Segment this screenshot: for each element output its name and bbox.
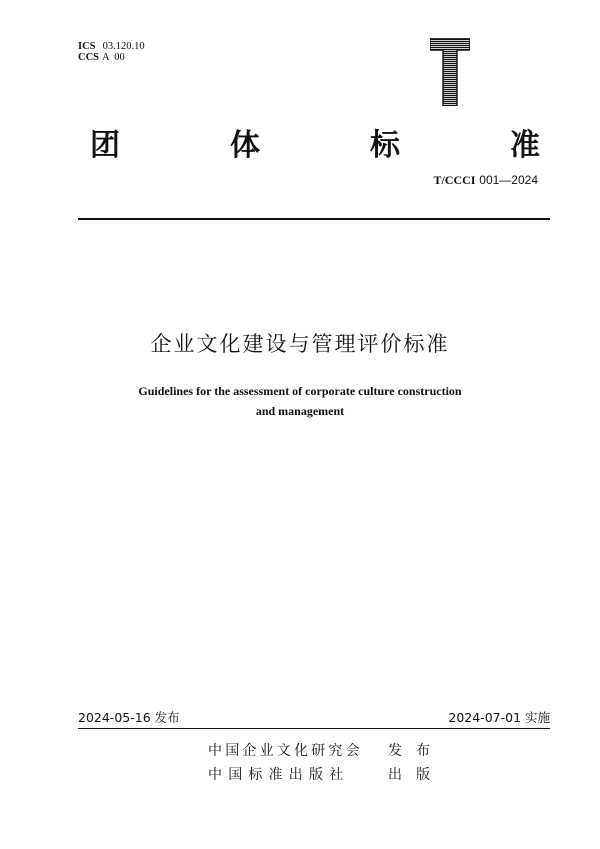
ics-value: 03.120.10 — [102, 41, 145, 52]
issue-date: 2024-05-16 发布 — [78, 710, 180, 725]
t-logo-icon — [430, 38, 470, 106]
english-title-line-2: and management — [255, 404, 345, 418]
publisher-org: 中国企业文化研究会 — [208, 743, 363, 759]
type-char-2: 体 — [230, 128, 260, 163]
english-title — [70, 381, 530, 421]
chinese-title: 企业文化建设与管理评价标准 — [150, 332, 450, 356]
standard-code — [433, 173, 538, 187]
english-title-line-1: Guidelines for the assessment of corporate culture construction — [138, 384, 462, 398]
ccs-value: A 00 — [102, 52, 125, 63]
press-action: 出版 — [388, 767, 444, 783]
ics-label: ICS — [78, 41, 96, 52]
header-divider — [78, 218, 550, 220]
press-org: 中国标准出版社 — [208, 767, 350, 783]
ccs-label: CCS — [78, 52, 100, 63]
standard-type-title — [90, 128, 540, 164]
publisher-action: 发布 — [388, 743, 444, 759]
type-char-1: 团 — [90, 128, 120, 163]
standard-code-number: 001—2024 — [479, 173, 538, 187]
footer-divider — [78, 728, 550, 729]
standard-code-prefix: T/CCCI — [433, 173, 476, 187]
ccs-code — [78, 52, 125, 64]
type-char-3: 标 — [370, 128, 400, 163]
implementation-date: 2024-07-01 实施 — [448, 710, 550, 725]
type-char-4: 准 — [510, 128, 540, 163]
